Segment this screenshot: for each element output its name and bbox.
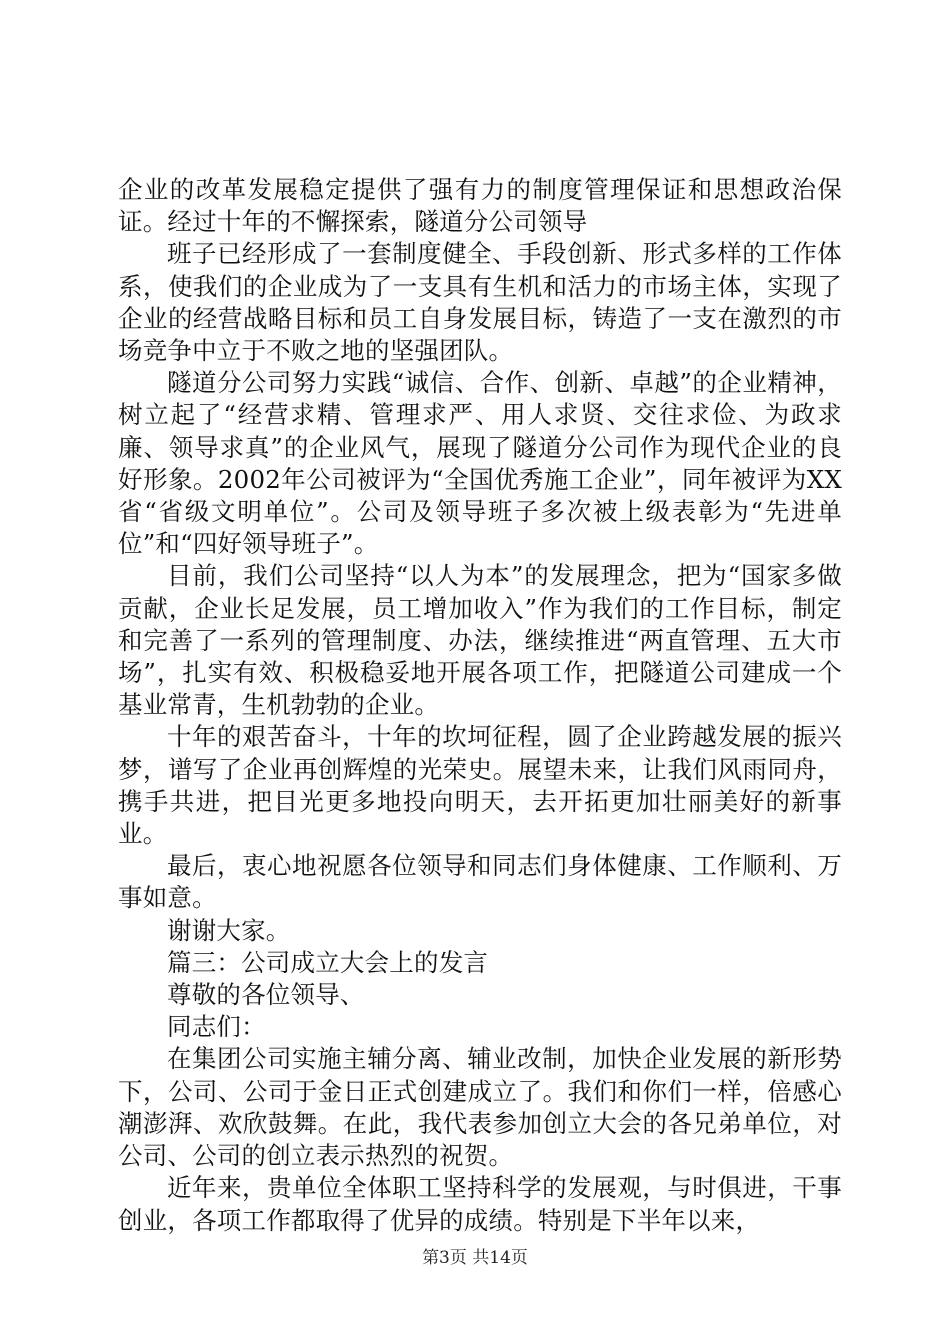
paragraph-6: 最后，衷心地祝愿各位领导和同志们身体健康、工作顺利、万事如意。 [118,851,842,913]
paragraph-4: 目前，我们公司坚持“以人为本”的发展理念，把为“国家多做贡献，企业长足发展，员工增加收入”作为我们的工作目标，制定和完善了一系列的管理制度、办法，继续推进“两直管理、五大市场”，扎实有效、积极稳妥地开展各项工作，把隧道公司建成一个基业常青，生机勃勃的企业。 [118,561,842,720]
paragraph-5: 十年的艰苦奋斗，十年的坎坷征程，圆了企业跨越发展的振兴梦，谱写了企业再创辉煌的光荣史。展望未来，让我们风雨同舟，携手共进，把目光更多地投向明天，去开拓更加壮丽美好的新事业。 [118,722,842,849]
page-number: 第3页 共14页 [422,1248,528,1268]
salutation-line-1: 尊敬的各位领导、 [167,980,365,1010]
page-footer [0,1243,950,1268]
salutation-line-2: 同志们： [167,1012,266,1042]
paragraph-11: 在集团公司实施主辅分离、辅业改制，加快企业发展的新形势下，公司、公司于金日正式创建成立了。我们和你们一样，倍感心潮澎湃、欢欣鼓舞。在此，我代表参加创立大会的各兄弟单位，对公司、公司的创立表示热烈的祝贺。 [118,1044,842,1171]
paragraph-7: 谢谢大家。 [167,915,291,945]
paragraph-2: 班子已经形成了一套制度健全、手段创新、形式多样的工作体系，使我们的企业成为了一支具有生机和活力的市场主体，实现了企业的经营战略目标和员工自身发展目标，铸造了一支在激烈的市场竞争中立于不败之地的坚强团队。 [118,239,842,366]
document-body [118,174,842,1237]
paragraph-12: 近年来，贵单位全体职工坚持科学的发展观，与时俱进，干事创业，各项工作都取得了优异的成绩。特别是下半年以来， [118,1173,842,1235]
paragraph-1: 企业的改革发展稳定提供了强有力的制度管理保证和思想政治保证。经过十年的不懈探索，隧道分公司领导 [118,175,842,237]
section-heading: 篇三：公司成立大会上的发言 [167,947,489,977]
paragraph-3: 隧道分公司努力实践“诚信、合作、创新、卓越”的企业精神，树立起了“经营求精、管理求严、用人求贤、交往求俭、为政求廉、领导求真”的企业风气，展现了隧道分公司作为现代企业的良好形象。2002年公司被评为“全国优秀施工企业”，同年被评为XX省“省级文明单位”。公司及领导班子多次被上级表彰为“先进单位”和“四好领导班子”。 [118,368,842,559]
